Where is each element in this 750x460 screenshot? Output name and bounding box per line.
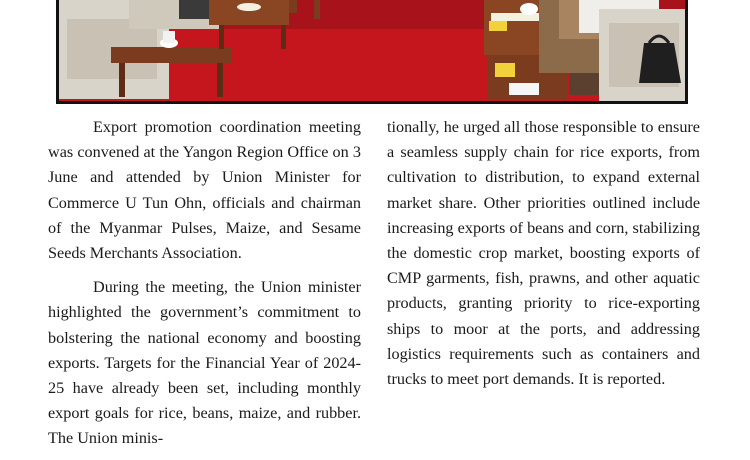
- article-paragraph: Export promotion coordination meeting was convened at the Yangon Region Office on 3 June and attended by Union Minister for Commerce U Tun Ohn, officials and chairman of the Myanmar Pulses, Maize, and Sesame Seeds Merchants Association.: [48, 118, 361, 263]
- article-paragraph: During the meeting, the Union minister highlighted the government’s commitment to bolstering the national economy and boosting exports. Targets for the Financial Year of 2024-25 have already been set, including monthly export goals for rice, beans, maize, and rubber. The Union minis-: [48, 278, 361, 448]
- meeting-room-photo-icon: [59, 0, 685, 101]
- article-left-column: [48, 115, 361, 452]
- article-right-column: [387, 115, 700, 392]
- article-paragraph: tionally, he urged all those responsible to ensure a seamless supply chain for rice exports, from cultivation to distribution, to expand external market share. Other priorities outlined include increasing exports of beans and corn, stabilizing the domestic crop market, boosting exports of CMP garments, fish, prawns, and other aquatic products, granting priority to rice-exporting ships to moor at the ports, and addressing logistics requirements such as containers and trucks to meet port demands. It is reported.: [387, 118, 700, 389]
- meeting-photo: [56, 0, 688, 104]
